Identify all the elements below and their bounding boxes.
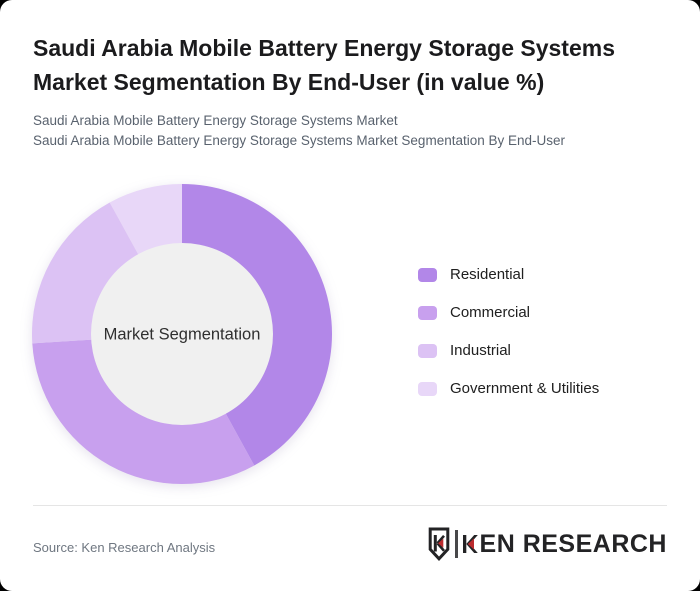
source-text: Source: Ken Research Analysis <box>33 540 216 555</box>
legend-swatch-industrial <box>418 344 437 358</box>
ken-research-shield-icon <box>428 527 450 561</box>
legend-swatch-commercial <box>418 306 437 320</box>
donut-center-label: Market Segmentation <box>103 325 261 344</box>
donut-chart <box>30 182 334 486</box>
legend-label-industrial: Industrial <box>450 342 511 359</box>
chart-legend <box>418 267 599 396</box>
legend-label-residential: Residential <box>450 266 525 283</box>
logo-separator <box>455 530 458 558</box>
legend-label-commercial: Commercial <box>450 304 531 321</box>
legend-item-government-utilities <box>418 381 599 396</box>
logo-k-icon <box>463 535 478 553</box>
legend-swatch-government-utilities <box>418 382 437 396</box>
legend-item-commercial <box>418 305 599 320</box>
ken-research-logo <box>428 527 667 561</box>
legend-item-industrial <box>418 343 599 358</box>
logo-text: EN RESEARCH <box>479 529 667 558</box>
subtitle-line-2: Saudi Arabia Mobile Battery Energy Storage Systems Market Segmentation By End-User <box>33 133 566 148</box>
subtitle-line-1: Saudi Arabia Mobile Battery Energy Storage Systems Market <box>33 113 398 128</box>
legend-label-government-utilities: Government & Utilities <box>450 380 600 397</box>
page-title-line-2: Market Segmentation By End-User (in value %) <box>33 69 545 95</box>
footer-divider <box>33 505 667 506</box>
page-title-line-1: Saudi Arabia Mobile Battery Energy Storage Systems <box>33 35 615 61</box>
logo-wordmark <box>463 529 667 558</box>
page-title <box>33 31 693 99</box>
subtitle-block <box>33 111 673 151</box>
legend-swatch-residential <box>418 268 437 282</box>
legend-item-residential <box>418 267 599 282</box>
